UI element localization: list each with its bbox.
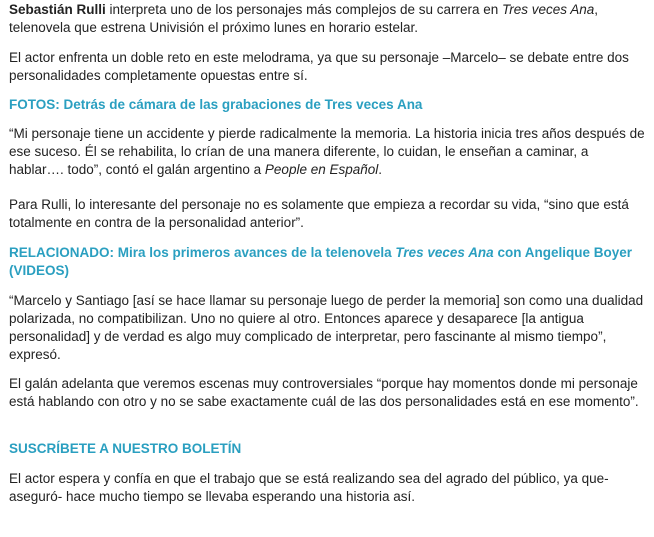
quote-memory-text: “Mi personaje tiene un accidente y pierde radicalmente la memoria. La historia inicia tres años después de ese suceso. Él se rehabilita, lo crían de una manera diferente, lo cuidan, le enseñan a caminar, a hablar…. todo”, contó el galán argentino a bbox=[9, 126, 645, 177]
intro-text-1: interpreta uno de los personajes más complejos de su carrera en bbox=[105, 2, 502, 17]
actor-name: Sebastián Rulli bbox=[9, 2, 106, 17]
paragraph-rulli-interest: Para Rulli, lo interesante del personaje no es solamente que empieza a recordar su vida, “sino que está totalmente en contra de la personalidad anterior”. bbox=[9, 197, 629, 230]
related-link-text-1: RELACIONADO: Mira los primeros avances de la telenovela bbox=[9, 245, 396, 260]
paragraph-controversial-scenes: El galán adelanta que veremos escenas muy controversiales “porque hay momentos donde mi personaje está hablando con otro y no se sabe exactamente cuál de las dos personalidades está en ese momento”. bbox=[9, 376, 639, 409]
related-videos-link[interactable] bbox=[9, 245, 632, 278]
paragraph-newsletter-link bbox=[9, 440, 645, 458]
paragraph-double-challenge: El actor enfrenta un doble reto en este melodrama, ya que su personaje –Marcelo– se debate entre dos personalidades completamente opuestas entre sí. bbox=[9, 50, 629, 83]
related-link-text-2: con Angelique Boyer (VIDEOS) bbox=[9, 245, 632, 278]
paragraph-intro bbox=[9, 1, 645, 37]
magazine-name: People en Español bbox=[264, 162, 379, 177]
paragraph-photos-link bbox=[9, 96, 645, 114]
photos-link[interactable]: FOTOS: Detrás de cámara de las grabaciones de Tres veces Ana bbox=[9, 97, 423, 112]
paragraph-closing: El actor espera y confía en que el trabajo que se está realizando sea del agrado del público, ya que-aseguró- hace mucho tiempo se llevaba esperando una historia así. bbox=[9, 471, 609, 504]
intro-text-2: , telenovela que estrena Univisión el próximo lunes en horario estelar. bbox=[9, 2, 599, 35]
related-link-title: Tres veces Ana bbox=[395, 245, 494, 260]
paragraph-related-link bbox=[9, 244, 645, 280]
paragraph-quote-memory bbox=[9, 125, 645, 179]
telenovela-title: Tres veces Ana bbox=[502, 2, 595, 17]
newsletter-subscribe-link[interactable]: SUSCRÍBETE A NUESTRO BOLETÍN bbox=[9, 441, 242, 456]
quote-memory-end: . bbox=[378, 162, 383, 177]
paragraph-quote-duality: “Marcelo y Santiago [así se hace llamar su personaje luego de perder la memoria] son como una dualidad polarizada, no compatibilizan. Uno no quiere al otro. Entonces aparece y desaparece [la antigua personalidad] y de verdad es algo muy complicado de interpretar, pero fascinante al mismo tiempo”, expresó. bbox=[9, 293, 644, 362]
